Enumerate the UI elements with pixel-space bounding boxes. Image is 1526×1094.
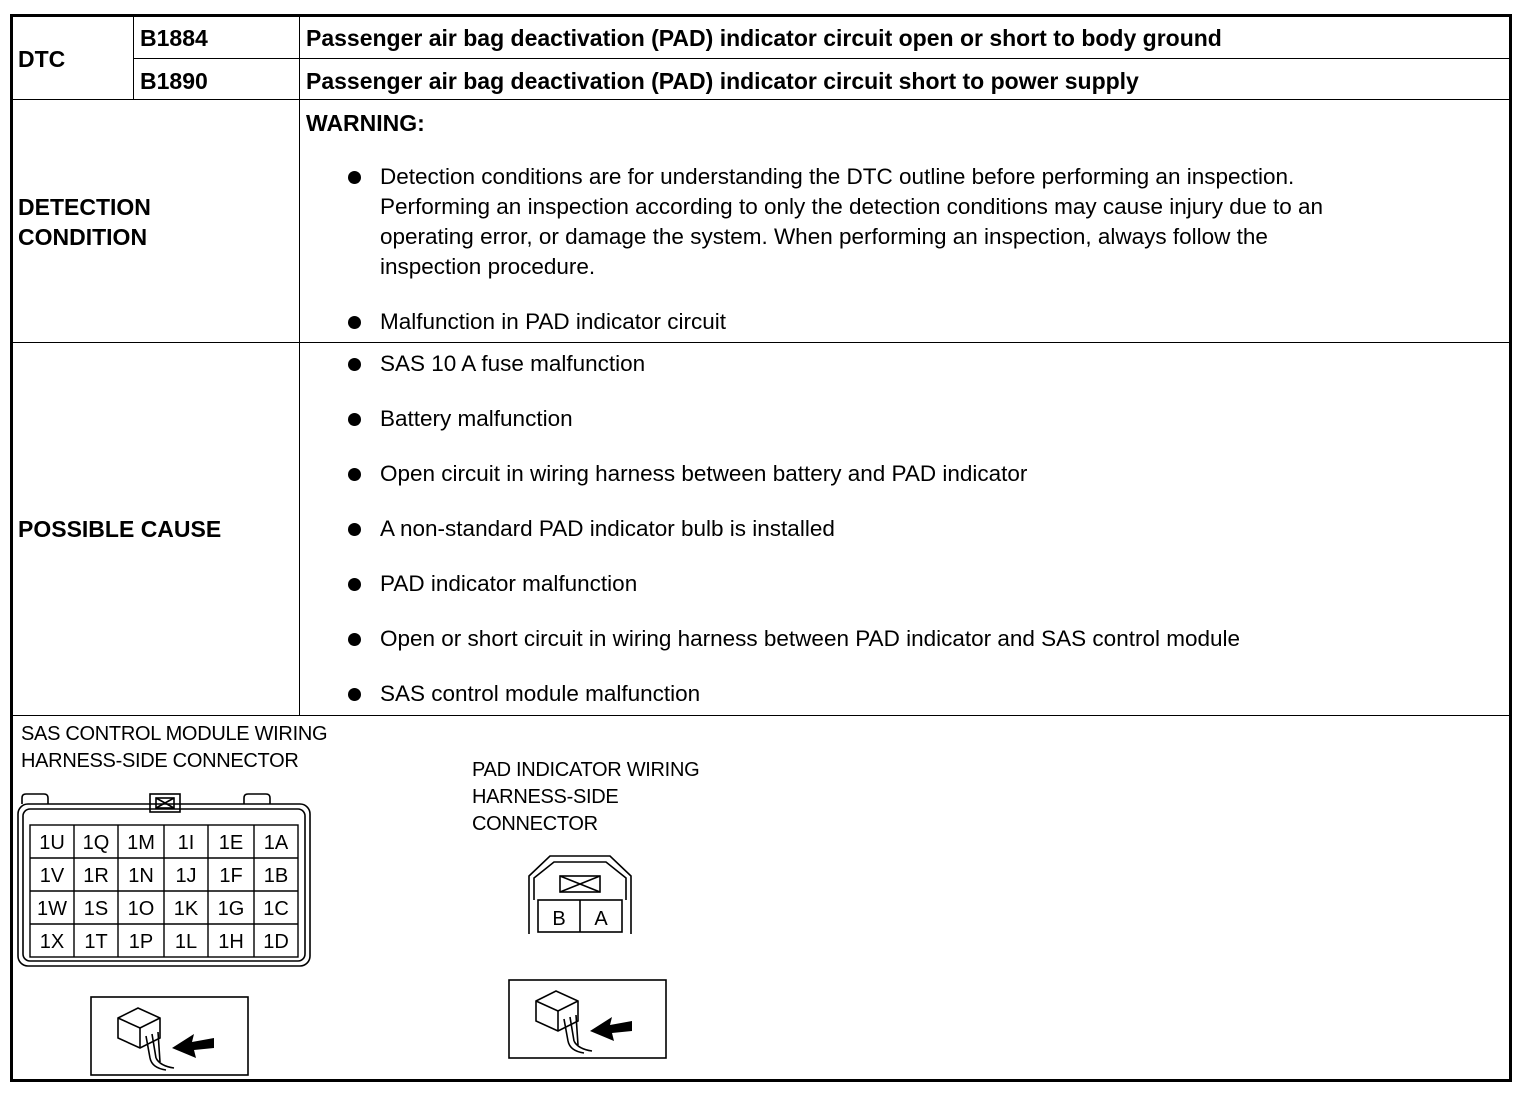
pad-connector-diagram: [524, 852, 636, 938]
dtc-description-2: Passenger air bag deactivation (PAD) indicator circuit short to power supply: [306, 68, 1139, 94]
sas-pin-label: 1K: [173, 898, 199, 920]
detection-condition-text: Malfunction in PAD indicator circuit: [380, 309, 726, 334]
sas-pin-label: 1W: [37, 898, 67, 920]
bullet: [348, 171, 361, 184]
bullet: [348, 316, 361, 329]
bullet: [348, 358, 361, 371]
cause-item-2: Battery malfunction: [380, 406, 573, 431]
sas-connector-diagram: [14, 790, 314, 972]
rule-dtc-code-col: [133, 16, 134, 100]
sas-pin-label: 1X: [39, 931, 65, 953]
sas-pin-label: 1E: [218, 832, 244, 854]
sas-connector-caption-line1: SAS CONTROL MODULE WIRING: [21, 723, 328, 745]
warning-title: WARNING:: [306, 110, 425, 136]
sas-pin-label: 1N: [128, 865, 154, 887]
pad-connector-caption-line3: CONNECTOR: [472, 813, 598, 835]
pad-connector-caption-line1: PAD INDICATOR WIRING: [472, 759, 700, 781]
warning-line-2: Performing an inspection according to only the detection conditions may cause injury due to an: [380, 194, 1324, 219]
sas-pin-label: 1C: [263, 898, 289, 920]
sas-pin-label: 1A: [263, 832, 289, 854]
sas-pin-label: 1U: [39, 832, 65, 854]
cause-item-5: PAD indicator malfunction: [380, 571, 638, 596]
sas-pin-label: 1D: [263, 931, 289, 953]
sas-pin-label: 1R: [83, 865, 109, 887]
rule-after-detection: [12, 342, 1510, 343]
rule-dtc-split: [133, 58, 1510, 59]
bullet: [348, 688, 361, 701]
warning-line-3: operating error, or damage the system. When performing an inspection, always follow the: [380, 224, 1268, 249]
sas-pin-label: 1P: [128, 931, 154, 953]
rule-label-col: [299, 16, 300, 716]
warning-line-1: Detection conditions are for understanding the DTC outline before performing an inspection.: [380, 164, 1295, 189]
possible-cause-label: POSSIBLE CAUSE: [18, 516, 222, 542]
cause-item-1: SAS 10 A fuse malfunction: [380, 351, 646, 376]
sas-pin-label: 1O: [127, 898, 155, 920]
sas-pin-label: 1L: [174, 931, 198, 953]
sas-pin-label: 1V: [39, 865, 65, 887]
sas-pin-label: 1T: [84, 931, 108, 953]
warning-line-4: inspection procedure.: [380, 254, 596, 279]
sas-pin-label: 1I: [177, 832, 195, 854]
harness-side-view-icon: [90, 996, 250, 1076]
bullet: [348, 523, 361, 536]
dtc-label: DTC: [18, 46, 66, 72]
sas-pin-label: 1S: [83, 898, 109, 920]
cause-item-7: SAS control module malfunction: [380, 681, 701, 706]
sas-pin-label: 1M: [127, 832, 155, 854]
sas-pin-label: 1G: [217, 898, 245, 920]
cause-item-3: Open circuit in wiring harness between battery and PAD indicator: [380, 461, 1028, 486]
bullet: [348, 413, 361, 426]
sas-pin-grid: [30, 825, 298, 957]
detection-label-line1: DETECTION: [18, 194, 151, 220]
rule-after-dtc: [12, 99, 1510, 100]
bullet: [348, 468, 361, 481]
bullet: [348, 578, 361, 591]
bullet: [348, 633, 361, 646]
sas-pin-label: 1B: [263, 865, 289, 887]
sas-connector-caption-line2: HARNESS-SIDE CONNECTOR: [21, 750, 299, 772]
pad-pin-a: A: [594, 908, 608, 930]
pad-pin-b: B: [552, 908, 566, 930]
detection-label-line2: CONDITION: [18, 224, 148, 250]
dtc-code-2: B1890: [140, 68, 208, 94]
sas-pin-label: 1H: [218, 931, 244, 953]
rule-after-cause: [12, 715, 1510, 716]
pad-connector-caption-line2: HARNESS-SIDE: [472, 786, 619, 808]
sas-pin-label: 1J: [175, 865, 197, 887]
harness-side-view-icon: [508, 979, 668, 1059]
sas-pin-label: 1F: [219, 865, 243, 887]
cause-item-4: A non-standard PAD indicator bulb is installed: [380, 516, 835, 541]
sas-pin-label: 1Q: [82, 832, 110, 854]
dtc-code-1: B1884: [140, 25, 208, 51]
cause-item-6: Open or short circuit in wiring harness between PAD indicator and SAS control module: [380, 626, 1241, 651]
dtc-description-1: Passenger air bag deactivation (PAD) indicator circuit open or short to body ground: [306, 25, 1222, 51]
